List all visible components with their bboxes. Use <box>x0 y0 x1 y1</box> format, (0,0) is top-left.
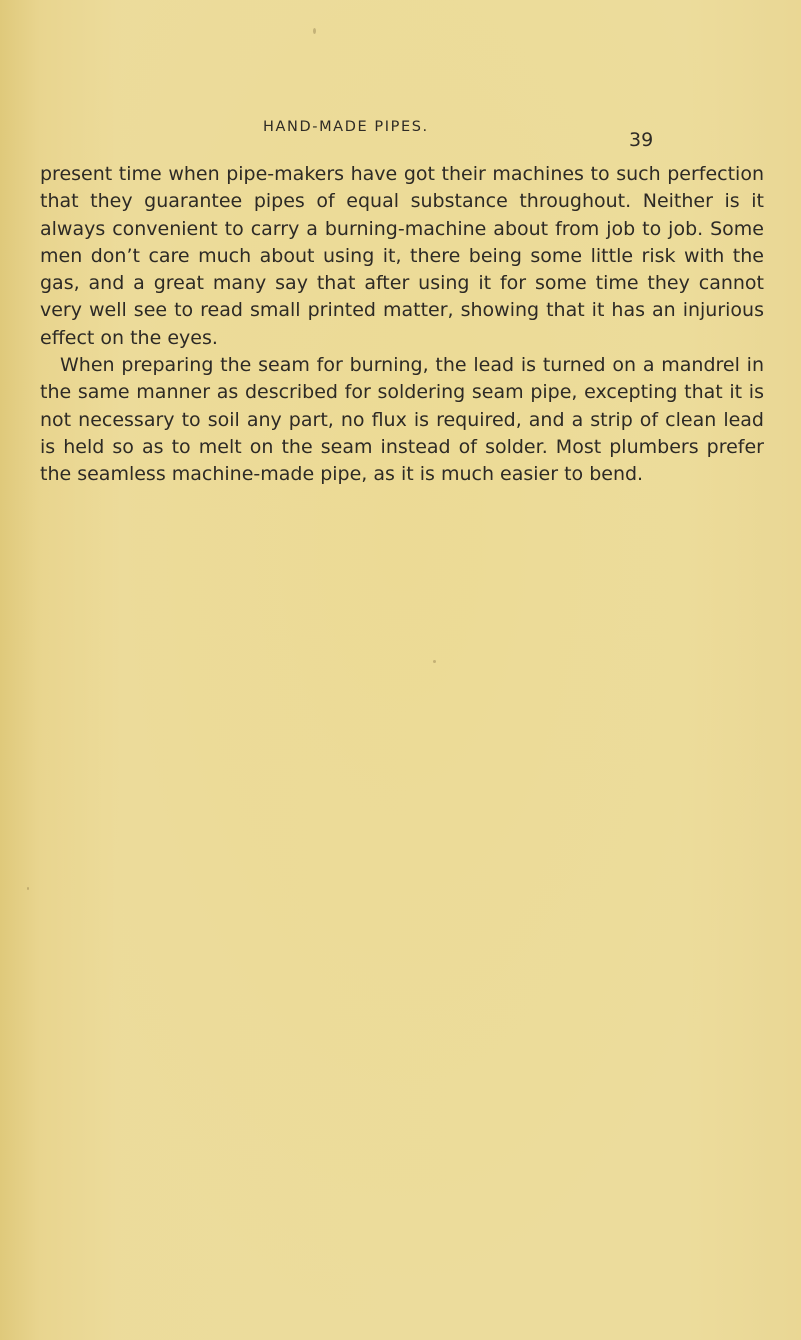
paper-speck <box>313 28 316 34</box>
running-title: HAND-MADE PIPES. <box>263 119 429 135</box>
page-number: 39 <box>629 129 654 151</box>
page-header <box>0 119 801 149</box>
paper-speck <box>27 887 29 890</box>
body-text <box>40 161 764 489</box>
paragraph: When preparing the seam for burning, the lead is turned on a mandrel in the same manner as described for soldering seam pipe, excepting that it is not necessary to soil any part, no flux is required, and a strip of clean lead is held so as to melt on the seam instead of solder. Most plumbers prefer the seamless machine-made pipe, as it is much easier to bend. <box>40 354 764 486</box>
paper-speck <box>433 660 436 663</box>
paragraph: present time when pipe-makers have got their machines to such perfection that they guarantee pipes of equal substance throughout. Neither is it always convenient to carry a burning-machine about from job to job. Some men don’t care much about using it, there being some little risk with the gas, and a great many say that after using it for some time they cannot very well see to read small printed matter, showing that it has an injurious effect on the eyes. <box>40 163 764 349</box>
